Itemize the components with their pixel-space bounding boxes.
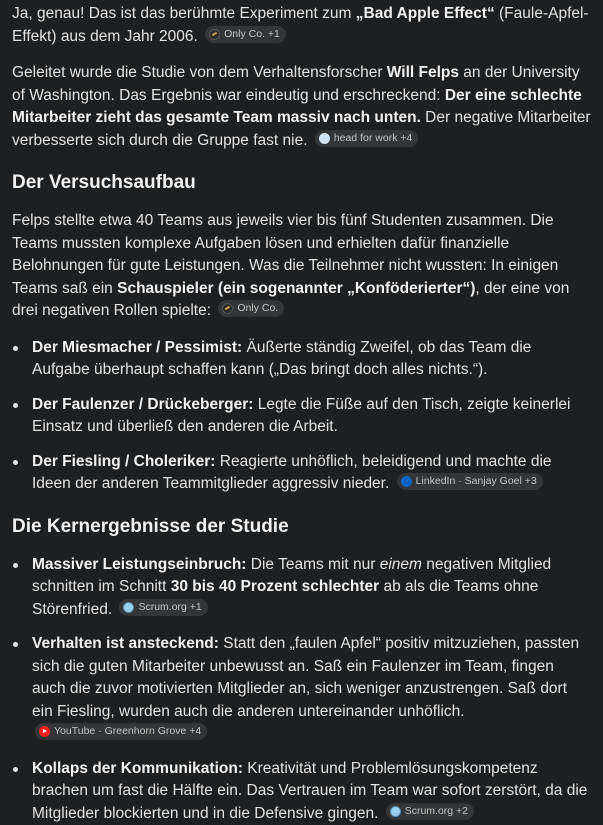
chip-label: head for work +4	[334, 130, 413, 147]
bold-text: Will Felps	[387, 64, 459, 81]
text: Die Teams mit nur	[246, 556, 379, 573]
intro-paragraph-1	[12, 3, 591, 48]
source-chip-scrum-org[interactable]	[386, 803, 474, 820]
chip-label: Scrum.org +1	[138, 599, 201, 616]
chip-label: YouTube · Greenhorn Grove +4	[54, 723, 201, 740]
only-co-logo-icon	[222, 303, 233, 314]
source-chip-only-co[interactable]	[218, 300, 284, 317]
source-chip-scrum-org[interactable]	[119, 599, 207, 616]
text: Statt den „faulen Apfel“ positiv mitzuziehen, passten sich die guten Mitarbeiter unbewusst an. Saß ein Faulenzer im Team, fingen auch die zuvor motivierten Mitglieder an, sich weniger anzustrengen. Saß dort ein Fiesling, wurden auch die anderen untereinander unhöflich.	[32, 635, 579, 720]
text: ab als die Teams ohne Störenfried.	[32, 578, 538, 618]
list-item	[12, 451, 591, 496]
text: Kreativität und Problemlösungskompetenz brachen um fast die Hälfte ein. Das Vertrauen im Team war sofort zerstört, da die Mitglieder blockierten und in die Defensive gingen.	[32, 760, 587, 822]
bold-text: Kollaps der Kommunikation:	[32, 760, 243, 777]
scrum-org-logo-icon	[390, 806, 401, 817]
text: negativen Mitglied schnitten im Schnitt	[32, 556, 551, 596]
list-item	[12, 758, 591, 825]
bold-text: Der eine schlechte Mitarbeiter zieht das gesamte Team massiv nach unten.	[12, 87, 582, 127]
text: Reagierte unhöflich, beleidigend und machte die Ideen der anderen Teammitglieder aggressiv nieder.	[32, 453, 552, 493]
text: Ja, genau! Das ist das berühmte Experiment zum	[12, 5, 356, 22]
list-item	[12, 633, 591, 746]
bullet-icon	[13, 460, 18, 465]
bold-text: Massiver Leistungseinbruch:	[32, 556, 246, 573]
source-chip-youtube[interactable]	[35, 723, 207, 740]
bullet-icon	[13, 642, 18, 647]
list-item	[12, 394, 591, 439]
text: Felps stellte etwa 40 Teams aus jeweils vier bis fünf Studenten zusammen. Die Teams mussten komplexe Aufgaben lösen und erhielten dafür finanzielle Belohnungen für gute Leistungen. Was die Teilnehmer nicht wussten: In einigen Teams saß ein	[12, 212, 558, 297]
italic-text: einem	[380, 556, 422, 573]
text: , der eine von drei negativen Rollen spielte:	[12, 280, 569, 320]
setup-paragraph	[12, 210, 591, 323]
text: Legte die Füße auf den Tisch, zeigte keinerlei Einsatz und überließ den anderen die Arbeit.	[32, 396, 570, 436]
text: Äußerte ständig Zweifel, ob das Team die Aufgabe überhaupt schaffen kann („Das bringt doch alles nichts.“).	[32, 339, 531, 379]
bullet-icon	[13, 767, 18, 772]
text: Geleitet wurde die Studie von dem Verhaltensforscher	[12, 64, 387, 81]
only-co-logo-icon	[209, 29, 220, 40]
chip-label: Scrum.org +2	[405, 803, 468, 820]
bold-text: Verhalten ist ansteckend:	[32, 635, 219, 652]
text: an der University of Washington. Das Ergebnis war eindeutig und erschreckend:	[12, 64, 580, 104]
roles-list	[12, 337, 591, 496]
chip-label: Only Co.	[237, 300, 278, 317]
section-heading-results: Die Kernergebnisse der Studie	[12, 515, 591, 539]
bullet-icon	[13, 403, 18, 408]
results-list	[12, 554, 591, 825]
bullet-icon	[13, 346, 18, 351]
youtube-logo-icon	[39, 726, 50, 737]
list-item	[12, 337, 591, 382]
section-heading-setup: Der Versuchsaufbau	[12, 171, 591, 195]
bold-text: 30 bis 40 Prozent schlechter	[171, 578, 379, 595]
source-chip-head-for-work[interactable]	[315, 130, 419, 147]
source-chip-only-co[interactable]	[205, 26, 286, 43]
list-item	[12, 554, 591, 622]
bold-text: Schauspieler (ein sogenannter „Konföderierter“)	[117, 280, 475, 297]
head-for-work-logo-icon	[319, 133, 330, 144]
scrum-org-logo-icon	[123, 602, 134, 613]
bold-text: „Bad Apple Effect“	[356, 5, 495, 22]
bold-text: Der Faulenzer / Drückeberger:	[32, 396, 253, 413]
linkedin-logo-icon	[401, 476, 412, 487]
chip-label: Only Co. +1	[224, 26, 280, 43]
chip-label: LinkedIn · Sanjay Goel +3	[416, 473, 537, 490]
text: Der negative Mitarbeiter verbesserte sich durch die Gruppe fast nie.	[12, 109, 591, 149]
bold-text: Der Fiesling / Choleriker:	[32, 453, 215, 470]
text: (Faule-Apfel-Effekt) aus dem Jahr 2006.	[12, 5, 589, 45]
intro-paragraph-2	[12, 62, 591, 152]
bullet-icon	[13, 563, 18, 568]
bold-text: Der Miesmacher / Pessimist:	[32, 339, 242, 356]
source-chip-linkedin[interactable]	[397, 473, 543, 490]
